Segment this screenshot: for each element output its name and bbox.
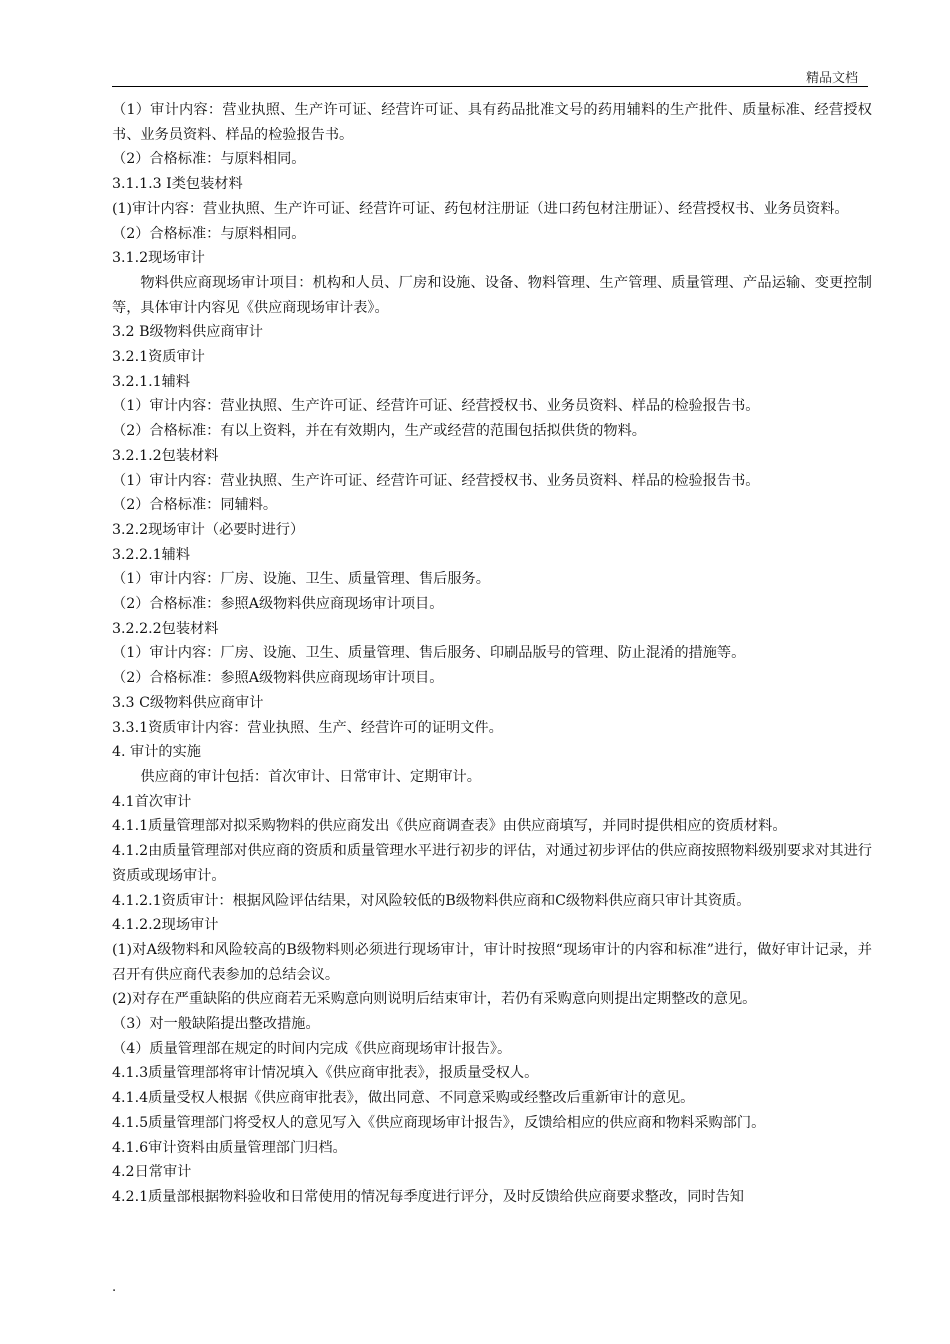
- paragraph: （2）合格标准：与原料相同。: [112, 151, 306, 168]
- paragraph: （2）合格标准：参照A级物料供应商现场审计项目。: [112, 670, 444, 687]
- paragraph: 4.1.5质量管理部门将受权人的意见写入《供应商现场审计报告》，反馈给相应的供应商和物料采购部门。: [112, 1114, 766, 1131]
- paragraph: 3.2.2.1辅料: [112, 546, 191, 563]
- document-body: [112, 98, 872, 1210]
- paragraph: 4.2日常审计: [112, 1164, 192, 1181]
- paragraph: 3.2 B级物料供应商审计: [112, 324, 263, 341]
- paragraph: 3.2.1资质审计: [112, 349, 205, 366]
- paragraph: 4.1.3质量管理部将审计情况填入《供应商审批表》，报质量受权人。: [112, 1065, 539, 1082]
- paragraph: （1）审计内容：营业执照、生产许可证、经营许可证、具有药品批准文号的药用辅料的生产批件、质量标准、经营授权书、业务员资料、样品的检验报告书。: [112, 102, 872, 143]
- paragraph: 4.2.1质量部根据物料验收和日常使用的情况每季度进行评分，及时反馈给供应商要求整改，同时告知: [112, 1188, 744, 1205]
- paragraph: 3.2.2.2包装材料: [112, 620, 219, 637]
- paragraph: 3.2.1.1辅料: [112, 373, 191, 390]
- paragraph: （2）合格标准：同辅料。: [112, 497, 278, 514]
- paragraph: 4.1.4质量受权人根据《供应商审批表》，做出同意、不同意采购或经整改后重新审计的意见。: [112, 1090, 695, 1107]
- paragraph: 4.1.2.2现场审计: [112, 917, 219, 934]
- paragraph: 4.1首次审计: [112, 793, 192, 810]
- paragraph: （1）审计内容：营业执照、生产许可证、经营许可证、经营授权书、业务员资料、样品的检验报告书。: [112, 398, 760, 415]
- header-divider: [112, 86, 868, 87]
- paragraph: 3.1.2现场审计: [112, 250, 205, 267]
- paragraph: (2)对存在严重缺陷的供应商若无采购意向则说明后结束审计，若仍有采购意向则提出定期整改的意见。: [112, 991, 757, 1008]
- paragraph: 3.1.1.3 Ⅰ类包装材料: [112, 176, 243, 193]
- paragraph: 4.1.2由质量管理部对供应商的资质和质量管理水平进行初步的评估，对通过初步评估的供应商按照物料级别要求对其进行资质或现场审计。: [112, 843, 872, 884]
- paragraph: 物料供应商现场审计项目：机构和人员、厂房和设施、设备、物料管理、生产管理、质量管理、产品运输、变更控制等，具体审计内容见《供应商现场审计表》。: [112, 274, 872, 316]
- paragraph: (1)对A级物料和风险较高的B级物料则必须进行现场审计，审计时按照“现场审计的内容和标准”进行，做好审计记录，并召开有供应商代表参加的总结会议。: [112, 941, 872, 983]
- paragraph: 3.2.1.2包装材料: [112, 447, 219, 464]
- paragraph: 4.1.6审计资料由质量管理部门归档。: [112, 1139, 347, 1156]
- paragraph: 3.2.2现场审计（必要时进行）: [112, 521, 305, 538]
- paragraph: （2）合格标准：参照A级物料供应商现场审计项目。: [112, 596, 444, 613]
- paragraph: （3）对一般缺陷提出整改措施。: [112, 1016, 320, 1033]
- paragraph: 供应商的审计包括：首次审计、日常审计、定期审计。: [140, 768, 481, 785]
- paragraph: 4. 审计的实施: [112, 744, 201, 761]
- paragraph: (1)审计内容：营业执照、生产许可证、经营许可证、药包材注册证（进口药包材注册证）、经营授权书、业务员资料。: [112, 200, 849, 217]
- paragraph: （2）合格标准：有以上资料，并在有效期内，生产或经营的范围包括拟供货的物料。: [112, 423, 646, 440]
- paragraph: （1）审计内容：厂房、设施、卫生、质量管理、售后服务、印刷品版号的管理、防止混淆的措施等。: [112, 645, 746, 662]
- paragraph: 3.3 C级物料供应商审计: [112, 694, 264, 711]
- page-header-label: 精品文档: [805, 71, 858, 86]
- paragraph: （1）审计内容：营业执照、生产许可证、经营许可证、经营授权书、业务员资料、样品的检验报告书。: [112, 472, 760, 489]
- paragraph: （4）质量管理部在规定的时间内完成《供应商现场审计报告》。: [112, 1040, 512, 1057]
- paragraph: （2）合格标准：与原料相同。: [112, 225, 306, 242]
- paragraph: 4.1.2.1资质审计：根据风险评估结果，对风险较低的B级物料供应商和C级物料供应商只审计其资质。: [112, 892, 751, 909]
- paragraph: （1）审计内容：厂房、设施、卫生、质量管理、售后服务。: [112, 571, 490, 588]
- paragraph: 4.1.1质量管理部对拟采购物料的供应商发出《供应商调查表》由供应商填写，并同时提供相应的资质材料。: [112, 818, 787, 835]
- paragraph: 3.3.1资质审计内容：营业执照、生产、经营许可的证明文件。: [112, 719, 503, 736]
- page-footer-mark: .: [112, 1280, 117, 1295]
